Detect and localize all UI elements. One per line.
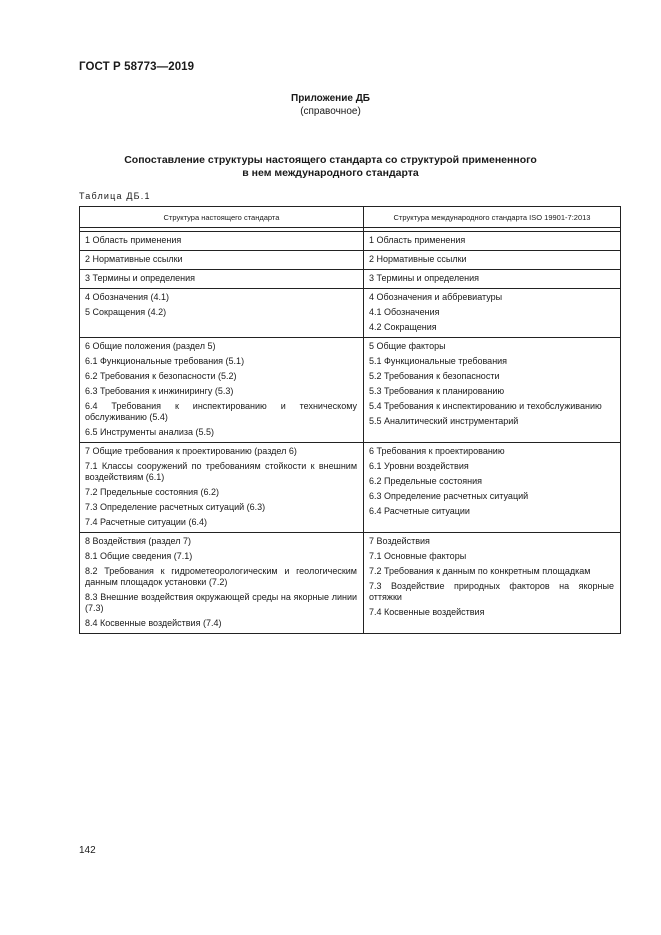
clause-line: 6.4 Требования к инспектированию и техническому обслуживанию (5.4) (85, 401, 357, 422)
clause-line: 5.1 Функциональные требования (369, 356, 508, 366)
structure-comparison-table (79, 206, 621, 634)
clause-line: 5.3 Требования к планированию (369, 386, 505, 396)
table-row (80, 533, 621, 634)
heading-line-1: Сопоставление структуры настоящего стандарта со структурой примененного (124, 154, 537, 166)
clause-line: 6.3 Требования к инжинирингу (5.3) (85, 386, 234, 396)
clause-line: 4 Обозначения и аббревиатуры (369, 292, 503, 302)
clause-line: 7 Воздействия (369, 536, 430, 546)
cell-current-standard (80, 338, 364, 443)
cell-current-standard (80, 232, 364, 251)
cell-international-standard (364, 533, 621, 634)
clause-line: 2 Нормативные ссылки (85, 254, 183, 264)
clause-line: 7.2 Предельные состояния (6.2) (85, 487, 220, 497)
clause-line: 5 Общие факторы (369, 341, 446, 351)
clause-line: 1 Область применения (85, 235, 182, 245)
clause-line: 5 Сокращения (4.2) (85, 307, 167, 317)
clause-line: 6.2 Предельные состояния (369, 476, 483, 486)
clause-line: 6.1 Функциональные требования (5.1) (85, 356, 245, 366)
page-number: 142 (79, 845, 96, 856)
cell-international-standard (364, 232, 621, 251)
clause-line: 7.2 Требования к данным по конкретным площадкам (369, 566, 591, 576)
cell-current-standard (80, 533, 364, 634)
appendix-title: Приложение ДБ (291, 93, 370, 104)
table-body (80, 228, 621, 634)
heading-line-2: в нем международного стандарта (242, 167, 419, 179)
cell-international-standard (364, 443, 621, 533)
cell-current-standard (80, 289, 364, 338)
clause-line: 6.5 Инструменты анализа (5.5) (85, 427, 215, 437)
clause-line: 7.3 Воздействие природных факторов на якорные оттяжки (369, 581, 614, 602)
clause-line: 2 Нормативные ссылки (369, 254, 467, 264)
clause-line: 4.1 Обозначения (369, 307, 440, 317)
clause-line: 8.1 Общие сведения (7.1) (85, 551, 193, 561)
clause-line: 8 Воздействия (раздел 7) (85, 536, 191, 546)
clause-line: 6 Требования к проектированию (369, 446, 505, 456)
clause-line: 3 Термины и определения (85, 273, 195, 283)
clause-line: 8.3 Внешние воздействия окружающей среды на якорные линии (7.3) (85, 592, 357, 613)
table-row (80, 270, 621, 289)
clause-line: 5.5 Аналитический инструментарий (369, 416, 519, 426)
clause-line: 3 Термины и определения (369, 273, 479, 283)
clause-line: 5.4 Требования к инспектированию и техобслуживанию (369, 401, 602, 411)
cell-international-standard (364, 289, 621, 338)
clause-line: 6.1 Уровни воздействия (369, 461, 469, 471)
clause-line: 6.2 Требования к безопасности (5.2) (85, 371, 237, 381)
clause-line: 6 Общие положения (раздел 5) (85, 341, 216, 351)
clause-line: 8.2 Требования к гидрометеорологическим и геологическим данным площадок установки (7.2) (85, 566, 357, 587)
appendix-subtitle: (справочное) (300, 106, 361, 117)
section-heading (79, 154, 582, 180)
clause-line: 8.4 Косвенные воздействия (7.4) (85, 618, 222, 628)
clause-line: 5.2 Требования к безопасности (369, 371, 500, 381)
cell-current-standard (80, 251, 364, 270)
clause-line: 7.4 Расчетные ситуации (6.4) (85, 517, 207, 527)
table-row (80, 251, 621, 270)
clause-line: 7.1 Классы сооружений по требованиям стойкости к внешним воздействиям (6.1) (85, 461, 357, 482)
cell-international-standard (364, 270, 621, 289)
table-row (80, 443, 621, 533)
clause-line: 7.1 Основные факторы (369, 551, 467, 561)
clause-line: 7.3 Определение расчетных ситуаций (6.3) (85, 502, 266, 512)
table-row (80, 232, 621, 251)
table-row (80, 289, 621, 338)
cell-current-standard (80, 443, 364, 533)
table-caption: Таблица ДБ.1 (79, 191, 151, 201)
cell-international-standard (364, 338, 621, 443)
table-header-row (80, 207, 621, 228)
clause-line: 7.4 Косвенные воздействия (369, 607, 485, 617)
clause-line: 4 Обозначения (4.1) (85, 292, 170, 302)
clause-line: 6.4 Расчетные ситуации (369, 506, 470, 516)
clause-line: 4.2 Сокращения (369, 322, 437, 332)
clause-line: 1 Область применения (369, 235, 466, 245)
clause-line: 6.3 Определение расчетных ситуаций (369, 491, 529, 501)
cell-current-standard (80, 270, 364, 289)
table-row (80, 338, 621, 443)
column-header-international: Структура международного стандарта ISO 19901-7:2013 (364, 207, 621, 228)
cell-international-standard (364, 251, 621, 270)
clause-line: 7 Общие требования к проектированию (раздел 6) (85, 446, 297, 456)
column-header-current: Структура настоящего стандарта (80, 207, 364, 228)
document-code: ГОСТ Р 58773—2019 (79, 61, 195, 73)
appendix-block (0, 92, 661, 118)
